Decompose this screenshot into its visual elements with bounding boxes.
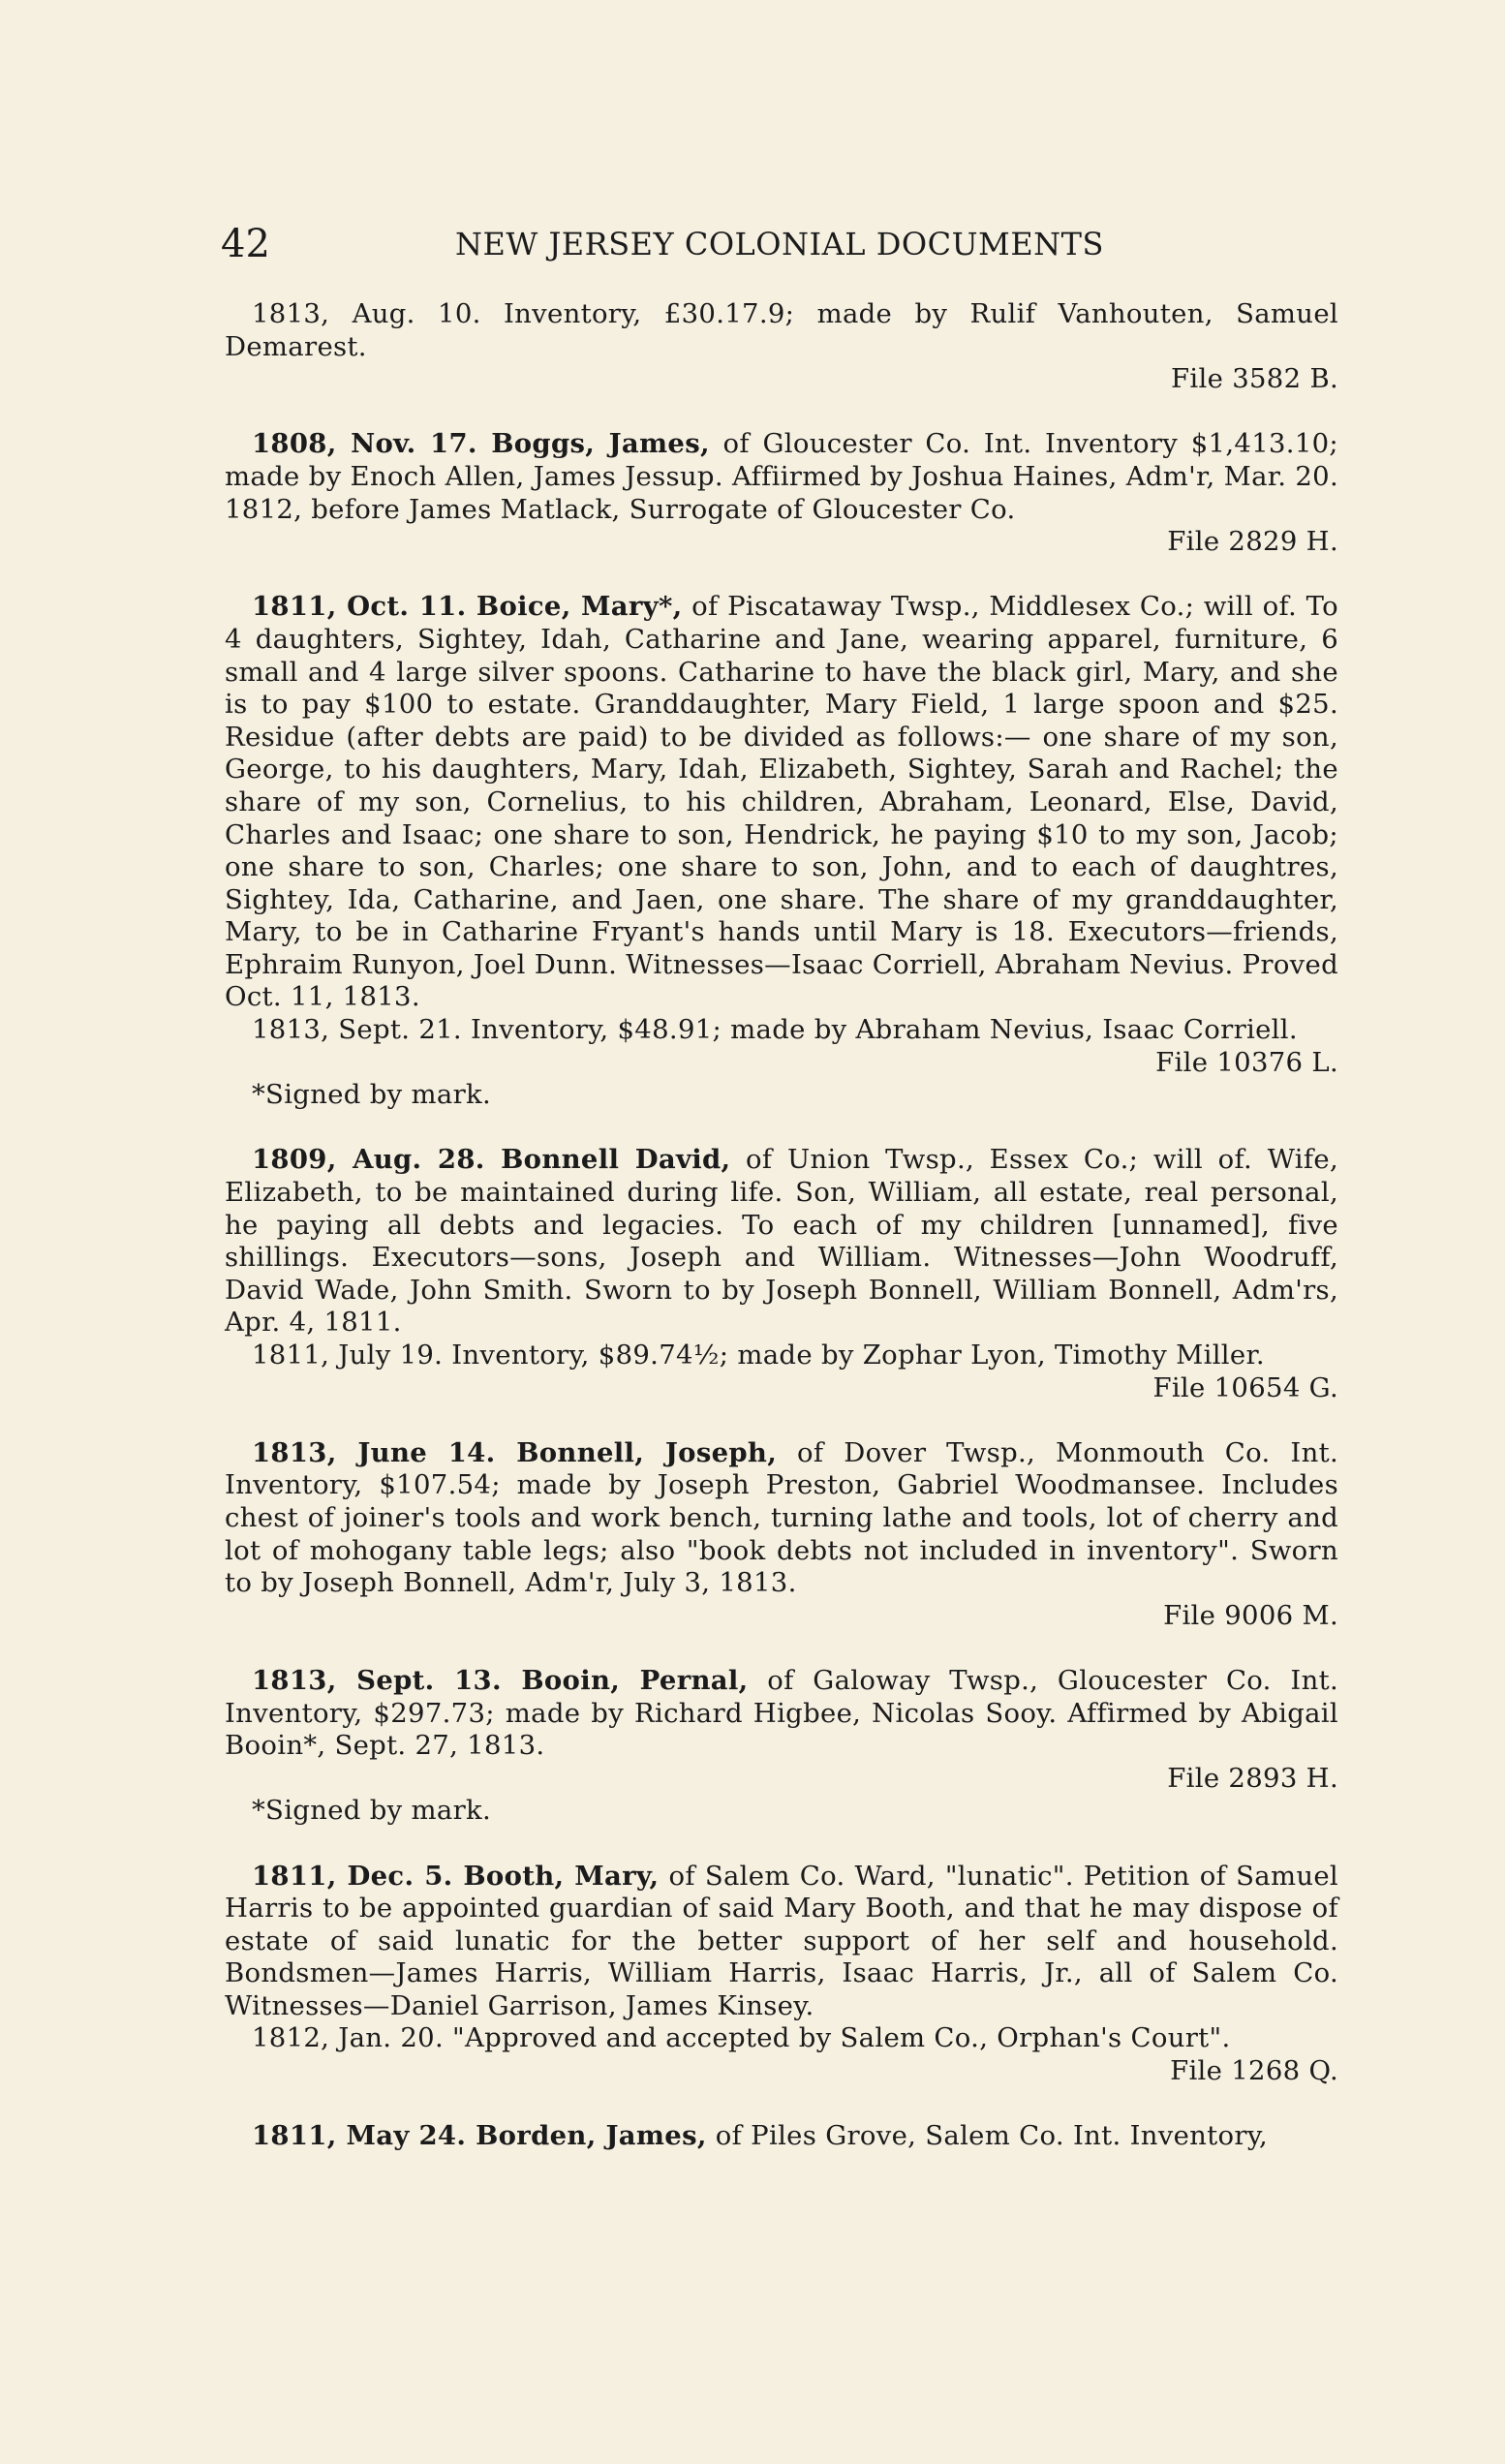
entry-paragraph bbox=[225, 2120, 1338, 2153]
entry bbox=[225, 298, 1338, 396]
entry-heading: 1809, Aug. 28. Bonnell David, bbox=[252, 1144, 731, 1176]
file-reference: File 9006 M. bbox=[1163, 1599, 1338, 1631]
entry-paragraph bbox=[225, 1437, 1338, 1600]
entry-text: of Piles Grove, Salem Co. Int. Inventory, bbox=[706, 2120, 1269, 2152]
file-reference: File 2893 H. bbox=[1167, 1762, 1338, 1794]
file-reference: File 10376 L. bbox=[1155, 1046, 1338, 1078]
footnote: *Signed by mark. bbox=[252, 1079, 492, 1111]
entry-paragraph bbox=[225, 1861, 1338, 2023]
entry-text: 1811, July 19. Inventory, $89.74½; made by Zophar Lyon, Timothy Miller. bbox=[252, 1340, 1265, 1371]
entry bbox=[225, 591, 1338, 1112]
entry-subparagraph bbox=[225, 1340, 1338, 1372]
entry-paragraph bbox=[225, 1144, 1338, 1340]
entry-subparagraph bbox=[225, 1014, 1338, 1047]
file-reference: File 3582 B. bbox=[1171, 363, 1338, 395]
running-title: NEW JERSEY COLONIAL DOCUMENTS bbox=[455, 226, 1104, 262]
page-number: 42 bbox=[221, 222, 270, 266]
entry-text: of Dover Twsp., Monmouth Co. Int. Inventory, $107.54; made by Joseph Preston, Gabriel Woodmansee. Includes chest of joiner's tools and work bench, turning lathe and tools, lot of cherry and lot of mohogany table legs; also "book debts not included in inventory". Sworn to by Joseph Bonnell, Adm'r, July 3, 1813. bbox=[225, 1436, 1338, 1599]
entry-text: 1812, Jan. 20. "Approved and accepted by Salem Co., Orphan's Court". bbox=[252, 2022, 1231, 2054]
entry-text: 1813, Aug. 10. Inventory, £30.17.9; made by Rulif Vanhouten, Samuel Demarest. bbox=[225, 298, 1338, 362]
entry-heading: 1811, Oct. 11. Boice, Mary*, bbox=[252, 591, 683, 623]
entry bbox=[225, 1861, 1338, 2088]
running-head bbox=[221, 215, 1338, 273]
entry-text: of Gloucester Co. Int. Inventory $1,413.10; made by Enoch Allen, James Jessup. Affiirmed by Joshua Haines, Adm'r, Mar. 20. 1812, before James Matlack, Surrogate of Gloucester Co. bbox=[225, 428, 1338, 525]
entry-heading: 1811, Dec. 5. Booth, Mary, bbox=[252, 1860, 660, 1892]
file-reference: File 1268 Q. bbox=[1170, 2055, 1338, 2087]
entry-heading: 1813, Sept. 13. Booin, Pernal, bbox=[252, 1664, 749, 1696]
footnote: *Signed by mark. bbox=[252, 1795, 492, 1827]
entry bbox=[225, 1665, 1338, 1828]
file-reference: File 2829 H. bbox=[1167, 526, 1338, 558]
entry-text: of Salem Co. Ward, "lunatic". Petition of Samuel Harris to be appointed guardian of said Mary Booth, and that he may dispose of estate of said lunatic for the better support of her self and household. Bondsmen—James Harris, William Harris, Isaac Harris, Jr., all of Salem Co. Witnesses—Daniel Garrison, James Kinsey. bbox=[225, 1860, 1338, 2021]
file-reference: File 10654 G. bbox=[1152, 1371, 1338, 1403]
entry bbox=[225, 2120, 1338, 2153]
entry-heading: 1808, Nov. 17. Boggs, James, bbox=[252, 428, 710, 460]
entry-paragraph bbox=[225, 591, 1338, 1014]
entry bbox=[225, 1437, 1338, 1633]
entry-paragraph bbox=[225, 298, 1338, 363]
entry-subparagraph bbox=[225, 2022, 1338, 2055]
entry bbox=[225, 428, 1338, 558]
entry-text: 1813, Sept. 21. Inventory, $48.91; made by Abraham Nevius, Isaac Corriell. bbox=[252, 1014, 1298, 1046]
entry-text: of Galoway Twsp., Gloucester Co. Int. Inventory, $297.73; made by Richard Higbee, Nicolas Sooy. Affirmed by Abigail Booin*, Sept. 27, 1813. bbox=[225, 1664, 1338, 1762]
entry-text: of Union Twsp., Essex Co.; will of. Wife, Elizabeth, to be maintained during life. Son, William, all estate, real personal, he paying all debts and legacies. To each of my children [unnamed], five shillings. Executors—sons, Joseph and William. Witnesses—John Woodruff, David Wade, John Smith. Sworn to by Joseph Bonnell, William Bonnell, Adm'rs, Apr. 4, 1811. bbox=[225, 1144, 1338, 1339]
entry-paragraph bbox=[225, 428, 1338, 526]
entry-text: of Piscataway Twsp., Middlesex Co.; will of. To 4 daughters, Sightey, Idah, Catharine and Jane, wearing apparel, furniture, 6 small and 4 large silver spoons. Catharine to have the black girl, Mary, and she is to pay $100 to estate. Granddaughter, Mary Field, 1 large spoon and $25. Residue (after debts are paid) to be divided as follows:— one share of my son, George, to his daughters, Mary, Idah, Elizabeth, Sightey, Sarah and Rachel; the share of my son, Cornelius, to his children, Abraham, Leonard, Else, David, Charles and Isaac; one share to son, Hendrick, he paying $10 to my son, Jacob; one share to son, Charles; one share to son, John, and to each of daughtres, Sightey, Ida, Catharine, and Jaen, one share. The share of my granddaughter, Mary, to be in Catharine Fryant's hands until Mary is 18. Executors—friends, Ephraim Runyon, Joel Dunn. Witnesses—Isaac Corriell, Abraham Nevius. Proved Oct. 11, 1813. bbox=[225, 591, 1338, 1013]
entry-heading: 1811, May 24. Borden, James, bbox=[252, 2120, 707, 2152]
entry-heading: 1813, June 14. Bonnell, Joseph, bbox=[252, 1436, 778, 1468]
entry bbox=[225, 1144, 1338, 1404]
entries-list bbox=[225, 298, 1338, 2185]
entry-paragraph bbox=[225, 1665, 1338, 1763]
